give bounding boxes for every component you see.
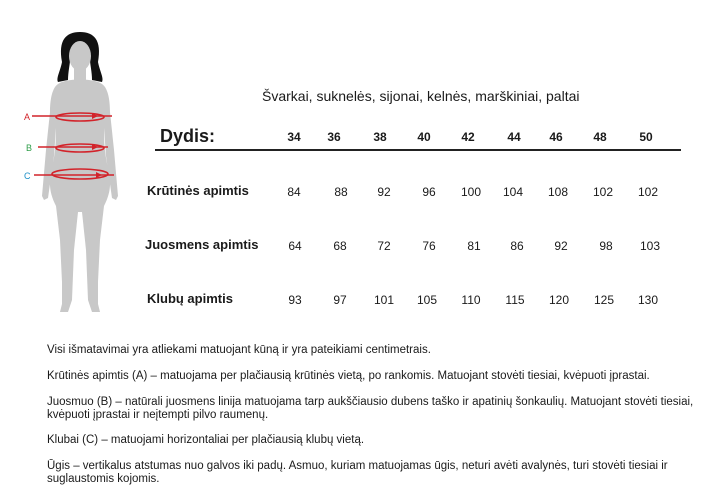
table-cell: 105 [416, 293, 438, 307]
note-chest: Krūtinės apimtis (A) – matuojama per plačiausią krūtinės vietą, po rankomis. Matuojant stovėti tiesiai, kvėpuoti įprastai. [47, 370, 650, 382]
table-cell: 86 [510, 239, 524, 253]
marker-a: A [24, 112, 31, 122]
size-42: 42 [461, 130, 475, 144]
table-cell: 102 [592, 185, 614, 199]
size-38: 38 [373, 130, 387, 144]
size-44: 44 [507, 130, 521, 144]
table-cell: 98 [599, 239, 613, 253]
row-label-waist: Juosmens apimtis [145, 237, 259, 252]
table-cell: 96 [422, 185, 436, 199]
size-50: 50 [639, 130, 653, 144]
body-measurement-figure [0, 0, 150, 330]
size-40: 40 [417, 130, 431, 144]
table-cell: 72 [377, 239, 391, 253]
size-34: 34 [287, 130, 301, 144]
table-cell: 93 [288, 293, 302, 307]
table-cell: 115 [505, 293, 525, 307]
table-subtitle: Švarkai, suknelės, sijonai, kelnės, marškiniai, paltai [262, 88, 580, 104]
table-cell: 81 [467, 239, 481, 253]
marker-b: B [26, 143, 33, 153]
table-cell: 110 [461, 293, 481, 307]
row-label-chest: Krūtinės apimtis [147, 183, 249, 198]
note-height: Ūgis – vertikalus atstumas nuo galvos iki padų. Asmuo, kuriam matuojamas ūgis, neturi avėti avalynės, turi stovėti tiesiai ir suglaustomis kojomis. [47, 460, 668, 485]
table-cell: 100 [460, 185, 482, 199]
table-cell: 102 [637, 185, 659, 199]
table-cell: 104 [502, 185, 524, 199]
marker-c: C [24, 171, 31, 181]
table-cell: 84 [287, 185, 301, 199]
table-cell: 125 [593, 293, 615, 307]
table-cell: 97 [333, 293, 347, 307]
table-cell: 68 [333, 239, 347, 253]
note-general: Visi išmatavimai yra atliekami matuojant kūną ir yra pateikiami centimetrais. [47, 344, 431, 356]
table-cell: 120 [548, 293, 570, 307]
table-cell: 76 [422, 239, 436, 253]
table-cell: 103 [639, 239, 661, 253]
table-cell: 101 [373, 293, 395, 307]
body-silhouette [42, 41, 118, 312]
table-cell: 64 [288, 239, 302, 253]
table-cell: 92 [377, 185, 391, 199]
table-cell: 130 [637, 293, 659, 307]
size-36: 36 [327, 130, 341, 144]
row-label-hips: Klubų apimtis [147, 291, 233, 306]
header-divider [155, 149, 681, 151]
note-waist: Juosmuo (B) – natūrali juosmens linija matuojama tarp aukščiausio dubens taško ir apatinių šonkaulių. Matuojant stovėti tiesiai, kvėpuoti įprastai ir neįtempti pilvo raumenų. [47, 396, 694, 421]
table-cell: 108 [547, 185, 569, 199]
table-cell: 92 [554, 239, 568, 253]
size-48: 48 [593, 130, 607, 144]
size-46: 46 [549, 130, 563, 144]
table-cell: 88 [334, 185, 348, 199]
note-hips: Klubai (C) – matuojami horizontaliai per plačiausią klubų vietą. [47, 434, 365, 446]
size-label: Dydis: [160, 126, 216, 146]
